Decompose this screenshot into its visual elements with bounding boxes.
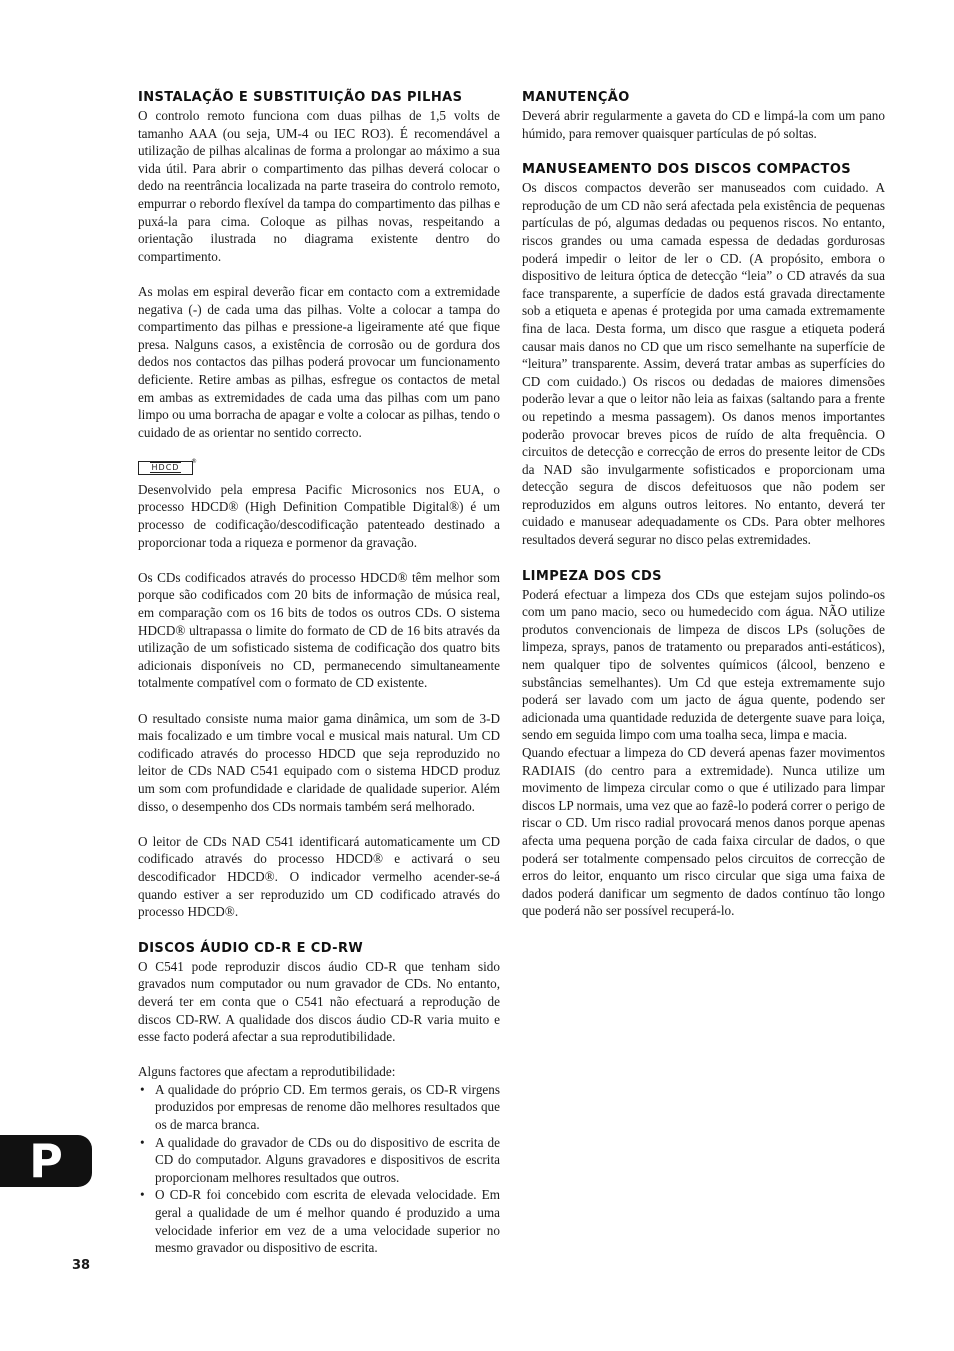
cleaning-paragraph-2: Quando efectuar a limpeza do CD deverá apenas fazer movimentos RADIAIS (do centro para a extremidade). Nunca utilize um movimento de limpeza circular como o que é utilizado para limpar discos LP normais, uma vez que ao fazê-lo poderá correr o perigo de riscar o CD. Um risco radial provocará menos danos porque apenas afecta uma pequena porção de cada faixa circular de dados, o que poderá ser totalmente compensado pelos circuitos de correcção de erros do leitor, enquanto um risco circular que siga uma faixa de dados poderá danificar um segmento de dados contínuo tão longo que poderá não ser possível recuperá-lo. — [522, 745, 885, 919]
language-tab-letter: P — [29, 1134, 63, 1188]
section-title-cdr: DISCOS ÁUDIO CD-R E CD-RW — [138, 940, 364, 956]
list-item: • A qualidade do próprio CD. Em termos gerais, os CD-R virgens produzidos por empresas de renome dão melhores resultados que os de marca branca. — [140, 1081, 500, 1133]
page-number: 38 — [72, 1258, 91, 1273]
section-title-handling: MANUSEAMENTO DOS DISCOS COMPACTOS — [522, 162, 852, 178]
hdcd-logo — [138, 457, 198, 475]
cdr-factor-list — [138, 1081, 500, 1257]
maintenance-paragraph: Deverá abrir regularmente a gaveta do CD e limpá-la com um pano húmido, para remover quaisquer partículas de pó soltas. — [522, 108, 885, 141]
hdcd-logo-trademark: ® — [191, 457, 198, 465]
list-item: • O CD-R foi concebido com escrita de elevada velocidade. Em geral a qualidade de um é melhor quando é produzido a uma velocidade inferior em vez de a uma velocidade superior no mesmo gravador ou dispositivo de escrita. — [140, 1187, 500, 1256]
cdr-paragraph-2: Alguns factores que afectam a reprodutibilidade: — [138, 1064, 396, 1080]
hdcd-paragraph-2: Os CDs codificados através do processo HDCD® têm melhor som porque são codificados com 20 bits de informação de música real, em comparação com os 16 bits de todos os outros CDs. O sistema HDCD® ultrapassa o limite do formato de CD de 16 bits através da utilização de um sofisticado sistema de codificação dos quatro bits adicionais disponíveis no CD, permanecendo simultaneamente totalmente compatível com o formato de CD existente. — [138, 569, 500, 691]
language-tab — [0, 1135, 92, 1187]
right-column — [522, 89, 885, 920]
battery-paragraph-1: O controlo remoto funciona com duas pilhas de 1,5 volts de tamanho AAA (ou seja, UM-4 ou IEC RO3). É recomendável a utilização de pilhas alcalinas de forma a prolongar ao máximo a sua vida útil. Para abrir o compartimento das pilhas deverá colocar o dedo na reentrância localizada na parte traseira do controlo remoto, empurrar o rebordo flexível da tampa do compartimento das pilhas e puxá-la para cima. Coloque as pilhas novas, respeitando a orientação ilustrada no diagrama existente dentro do compartimento. — [138, 108, 500, 264]
hdcd-paragraph-3: O resultado consiste numa maior gama dinâmica, um som de 3-D mais focalizado e um timbre vocal e musical mais natural. Um CD codificado através do processo HDCD que seja reproduzido no leitor de CDs NAD C541 equipado com o sistema HDCD produz um som com profundidade e claridade de qualidade superior. Além disso, o desempenho dos CDs normais também será melhorado. — [138, 710, 500, 814]
hdcd-paragraph-1: Desenvolvido pela empresa Pacific Microsonics nos EUA, o processo HDCD® (High Definition Compatible Digital®) é um processo de codificação/descodificação patenteado destinado a proporcionar toda a riqueza e pormenor da gravação. — [138, 481, 500, 550]
hdcd-logo-text: HDCD — [151, 463, 180, 473]
section-title-maintenance: MANUTENÇÃO — [522, 90, 630, 105]
hdcd-paragraph-4: O leitor de CDs NAD C541 identificará automaticamente um CD codificado através do processo HDCD® e activará o seu descodificador HDCD®. O indicador vermelho acender-se-á quando estiver a ser reproduzido um CD codificado através do processo HDCD®. — [138, 833, 500, 920]
section-title-battery: INSTALAÇÃO E SUBSTITUIÇÃO DAS PILHAS — [138, 90, 463, 105]
cleaning-paragraph-1: Poderá efectuar a limpeza dos CDs que estejam sujos polindo-os com um pano macio, seco ou humedecido com água. NÃO utilize produtos convencionais de limpeza de discos LPs (soluções de limpeza, sprays, panos de tratamento ou preparados anti-estáticos), nem qualquer tipo de solventes químicos (álcool, benzeno e substâncias semelhantes). Um Cd que esteja extremamente sujo poderá ser lavado com um jacto de água quente, podendo ser adicionada uma quantidade reduzida de detergente suave para loiça, sendo em seguida limpo com uma toalha seca, limpa e macia. — [522, 586, 885, 743]
left-column — [138, 89, 500, 1257]
battery-paragraph-2: As molas em espiral deverão ficar em contacto com a extremidade negativa (-) de cada uma das pilhas. Volte a colocar a tampa do compartimento das pilhas e pressione-a ligeiramente até que fique presa. Nalguns casos, a existência de corrosão ou de gordura dos dedos nos contactos das pilhas poderá provocar um funcionamento deficiente. Retire ambas as pilhas, esfregue os contactos de metal em ambas as extremidades de cada uma das pilhas com um pano limpo ou uma borracha de apagar e volte a colocar as pilhas, tendo o cuidado de as orientar no sentido correcto. — [138, 283, 500, 440]
section-title-cleaning: LIMPEZA DOS CDS — [522, 568, 662, 584]
list-item: • A qualidade do gravador de CDs ou do dispositivo de escrita de CD do computador. Alguns gravadores e dispositivos de escrita proporcionam melhores resultados que outros. — [140, 1134, 500, 1185]
cdr-paragraph-1: O C541 pode reproduzir discos áudio CD-R que tenham sido gravados num computador ou num gravador de CDs. No entanto, deverá ter em conta que o C541 não efectuará a reprodução de discos CD-RW. A qualidade dos discos áudio CD-R varia muito e esse facto poderá afectar a sua reprodutibilidade. — [138, 958, 500, 1045]
handling-paragraph: Os discos compactos deverão ser manuseados com cuidado. A reprodução de um CD não será afectada pela existência de pequenas partículas de pó, algumas dedadas ou pequenos riscos. No entanto, riscos grandes ou uma camada espessa de dedadas gordurosas poderá impedir o leitor de ler o CD. (A propósito, embora o dispositivo de leitura óptica de detecção “leia” o CD através da sua face transparente, a superfície de dados está gravada directamente sob a etiqueta e apenas é protegida por uma camada extremamente fina de laca. Desta forma, um disco que rasgue a etiqueta poderá causar mais danos no CD que um risco semelhante na superfície de “leitura” transparente. Assim, deverá tratar ambas as superfícies do CD com cuidado.) Os riscos ou dedadas de maiores dimensões poderão levar a que o leitor não leia as faixas (saltando para a frente ou repetindo a mesma passagem). Os danos menos importantes poderão provocar breves picos de ruído de alta frequência. O circuitos de detecção e correcção de erros do presente leitor de CDs da NAD são invulgarmente sofisticados e proporcionam uma detecção segura de discos defeituosos que não podem ser reproduzidos em alguns outros leitores. No entanto, deverá ter cuidado e manusear adequadamente os CDs. Para obter melhores resultados deverá segurar no disco pelas extremidades. — [522, 180, 885, 548]
